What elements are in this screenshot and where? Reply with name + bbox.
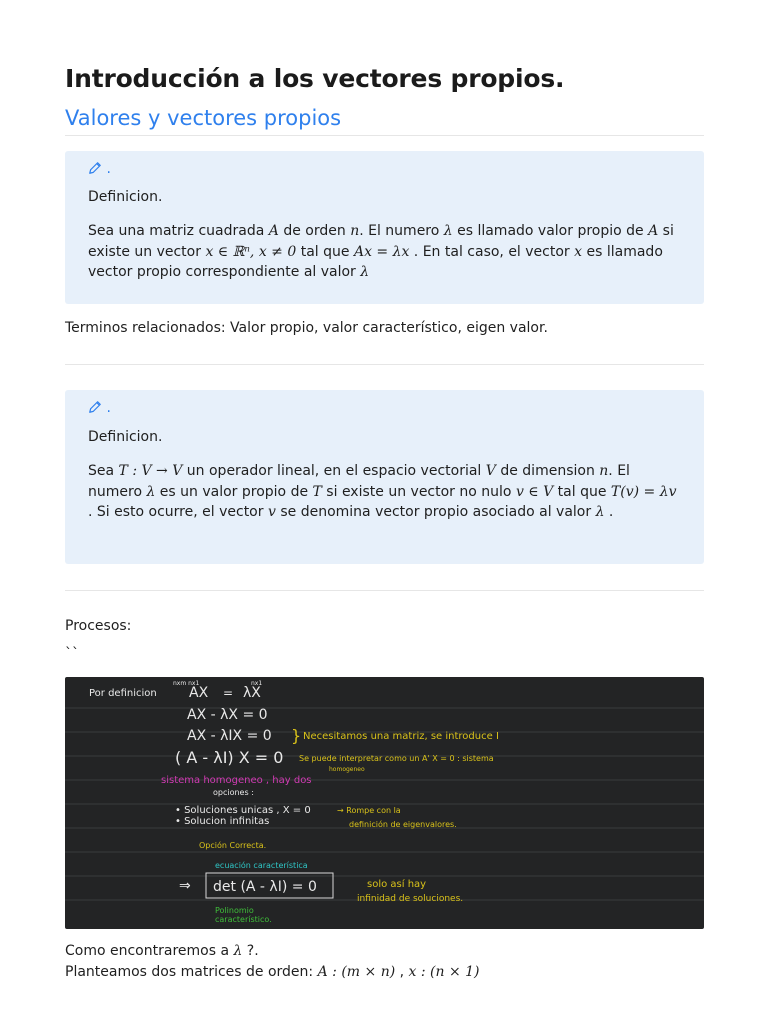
section-heading: Valores y vectores propios — [65, 106, 342, 130]
backticks: `` — [65, 646, 79, 662]
board-eq4: ( A - λI) X = 0 — [175, 748, 284, 767]
divider-2 — [65, 590, 704, 591]
page-title: Introducción a los vectores propios. — [65, 64, 565, 93]
board-eq1-right: λX — [243, 685, 261, 701]
callout-body: Sea T : V → V un operador lineal, en el espacio vectorial V de dimension n. El numero λ es un valor propio de T si existe un vector no nulo v ∈ V tal que T(v) = λv . Si esto ocurre, el vector v se denomina vector propio asociado al valor λ . — [88, 463, 677, 520]
handwritten-notes-image — [65, 677, 704, 929]
board-final-eq: det (A - λI) = 0 — [213, 879, 317, 895]
pencil-icon — [88, 161, 102, 175]
board-brace: } — [291, 726, 302, 745]
board-correct: Opción Correcta. — [199, 841, 267, 850]
divider-1 — [65, 364, 704, 365]
board-por-definicion: Por definicion — [89, 688, 157, 699]
board-eq1-eq: = — [223, 686, 234, 700]
definition-callout-2 — [65, 390, 704, 564]
board-note4b: homogeneo — [329, 766, 365, 773]
callout-title: Definicion. — [88, 429, 163, 445]
callout-icon-suffix: . — [106, 161, 111, 177]
board-final-note2: infinidad de soluciones. — [357, 894, 464, 904]
board-poly1: Polinomio — [215, 906, 254, 915]
board-final-note1: solo así hay — [367, 879, 427, 890]
definition-callout-1 — [65, 151, 704, 304]
board-eq2: AX - λX = 0 — [187, 707, 268, 723]
board-opt1: • Soluciones unicas , X = 0 — [175, 805, 311, 816]
board-eq-char-label: ecuación característica — [215, 861, 308, 870]
find-lambda-text: Como encontraremos a λ ?. — [65, 943, 259, 959]
matrices-text: Planteamos dos matrices de orden: A : (m × n) , x : (n × 1) — [65, 964, 480, 980]
board-dims-left: nxm nx1 — [173, 680, 200, 687]
board-sys2: opciones : — [213, 788, 254, 797]
board-note4: Se puede interpretar como un A' X = 0 : sistema — [299, 754, 494, 763]
board-poly2: característico. — [215, 915, 272, 924]
callout-header-2 — [88, 400, 111, 416]
callout-body: Sea una matriz cuadrada A de orden n. El numero λ es llamado valor propio de A si existe un vector x ∈ ℝⁿ, x ≠ 0 tal que Ax = λx . En tal caso, el vector x es llamado vector propio correspondiente al valor λ — [88, 223, 674, 280]
callout-header-1 — [88, 161, 111, 177]
board-eq3: AX - λIX = 0 — [187, 728, 272, 744]
callout-icon-suffix: . — [106, 400, 111, 416]
board-note3: Necesitamos una matriz, se introduce I — [303, 731, 499, 742]
board-sys1: sistema homogeneo , hay dos — [161, 775, 312, 786]
board-eq1-left: AX — [189, 685, 209, 701]
board-arrow-note2: definición de eigenvalores. — [349, 820, 457, 829]
processes-label: Procesos: — [65, 618, 132, 634]
pencil-icon — [88, 400, 102, 414]
board-arrow-note1: → Rompe con la — [337, 806, 401, 815]
callout-title: Definicion. — [88, 189, 163, 205]
board-opt2: • Solucion infinitas — [175, 816, 270, 827]
board-dims-right: nx1 — [251, 680, 263, 687]
heading-divider — [65, 135, 704, 136]
board-final-arrow: ⇒ — [179, 878, 191, 894]
related-terms: Terminos relacionados: Valor propio, valor característico, eigen valor. — [65, 320, 548, 336]
